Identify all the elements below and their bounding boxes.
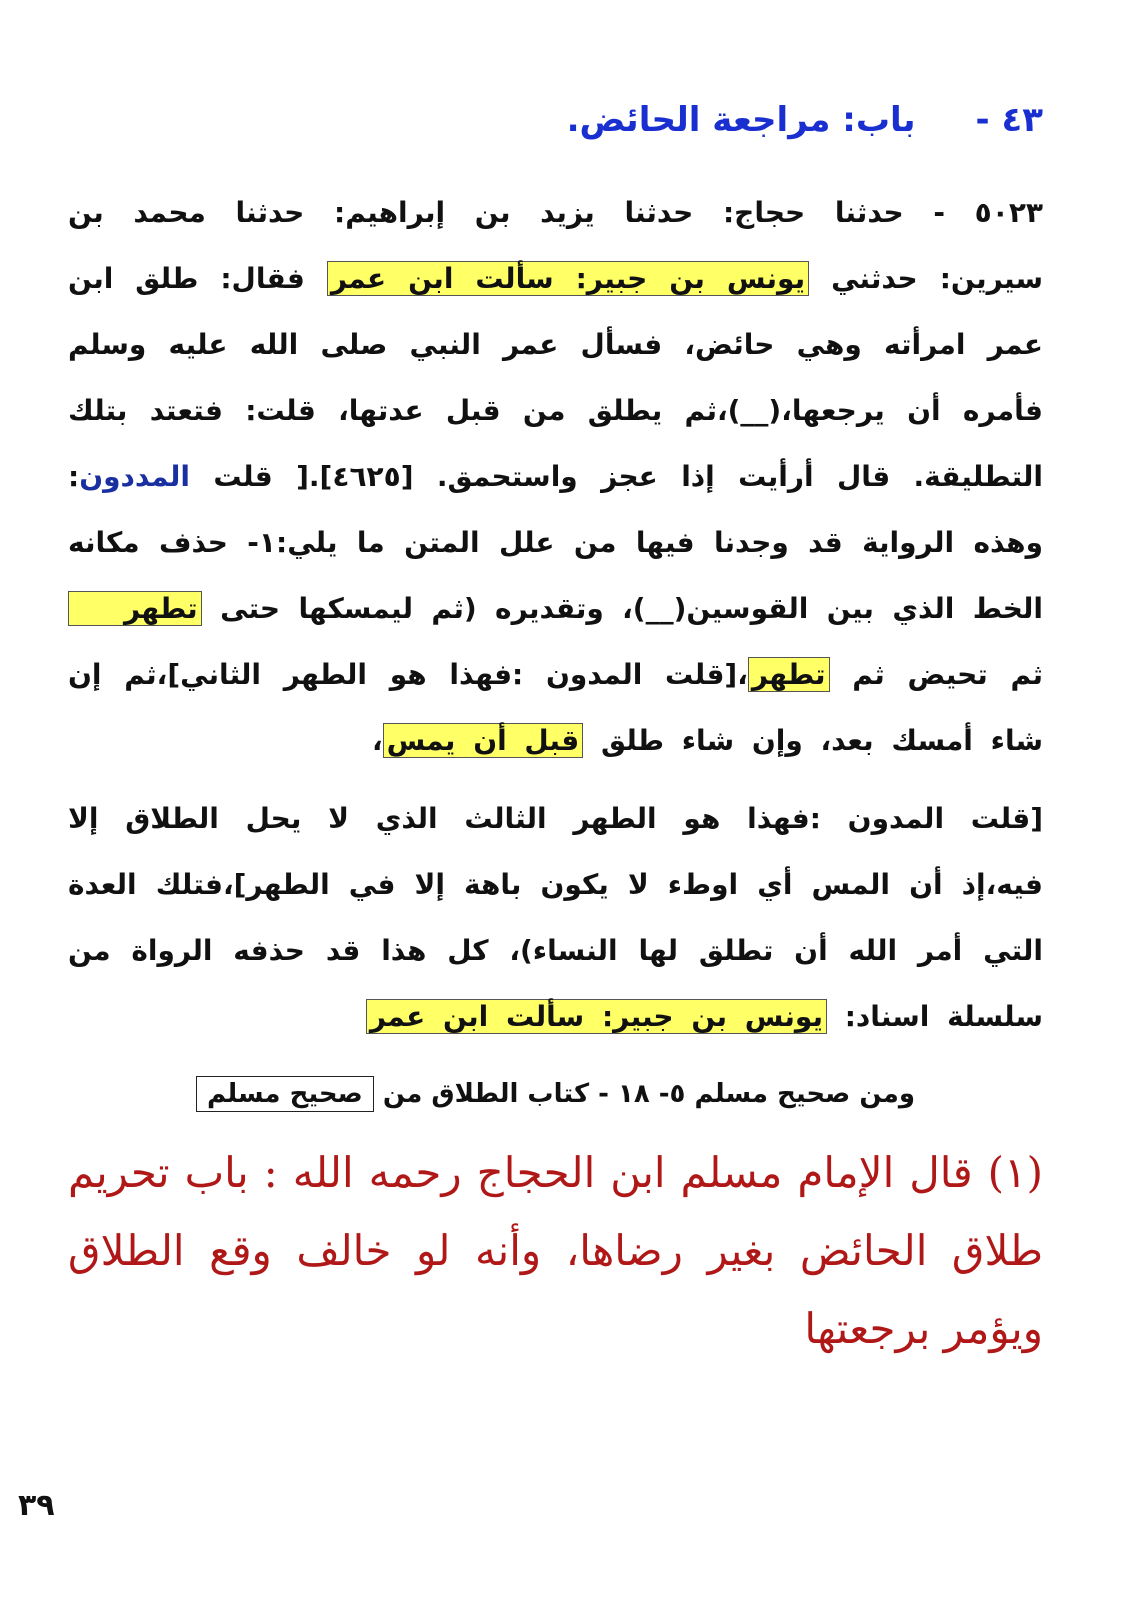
source-line <box>68 1064 1043 1124</box>
footnote: (١) قال الإمام مسلم ابن الحجاج رحمه الله : باب تحريم طلاق الحائض بغير رضاها، وأنه لو خالف وقع الطلاق ويؤمر برجعتها <box>68 1148 1043 1353</box>
text-segment: : وهذه الرواية قد وجدنا فيها من علل المتن ما يلي:١- حذف مكانه الخط الذي بين القوسين(__)، وتقديره (ثم ليمسكها حتى <box>68 460 1043 625</box>
text-segment: فقال: طلق ابن عمر امرأته وهي حائض، فسأل عمر النبي صلى الله عليه وسلم فأمره أن يرجعها،(__)،ثم يطلق من قبل عدتها، قلت: فتعتد بتلك التطليقة. قال أرأيت إذا عجز واستحمق. [٤٦٢٥].[ قلت <box>68 262 1043 493</box>
chapter-heading <box>68 90 1043 150</box>
source-book-box: صحيح مسلم <box>196 1076 374 1112</box>
source-text: ومن صحيح مسلم ٥- ١٨ - كتاب الطلاق من <box>373 1079 916 1109</box>
text-segment: ٥٠٢٣ - حدثنا حجاج: حدثنا يزيد بن إبراهيم: حدثنا محمد بن سيرين: حدثني <box>68 196 1043 295</box>
text-segment: ثم تحيض ثم <box>829 658 1044 691</box>
author-name: المددون <box>79 460 190 493</box>
highlighted-word: تطهر <box>68 591 202 626</box>
highlighted-narrator: يونس بن جبير: سألت ابن عمر <box>327 261 809 296</box>
document-page <box>68 90 1043 1368</box>
hadith-paragraph <box>68 180 1043 774</box>
highlighted-word: تطهر <box>748 657 830 692</box>
commentary-paragraph <box>68 786 1043 1050</box>
text-segment: ، <box>371 724 383 757</box>
highlighted-narrator: يونس بن جبير: سألت ابن عمر <box>366 999 827 1034</box>
text-segment: [قلت المدون :فهذا هو الطهر الثالث الذي لا يحل الطلاق إلا فيه،إذ أن المس أي اوطء لا يكون باهة إلا في الطهر]،فتلك العدة التي أمر الله أن تطلق لها النساء)، كل هذا قد حذفه الرواة من سلسلة اسناد: <box>68 802 1043 1033</box>
text-segment: ،[قلت المدون :فهذا هو الطهر الثاني]،ثم إن شاء أمسك بعد، وإن شاء طلق <box>68 658 1043 757</box>
chapter-title: باب: مراجعة الحائض. <box>566 100 916 140</box>
highlighted-phrase: قبل أن يمس <box>383 723 584 758</box>
page-number: ٣٩ <box>18 1488 55 1523</box>
chapter-number: ٤٣ - <box>975 100 1043 140</box>
